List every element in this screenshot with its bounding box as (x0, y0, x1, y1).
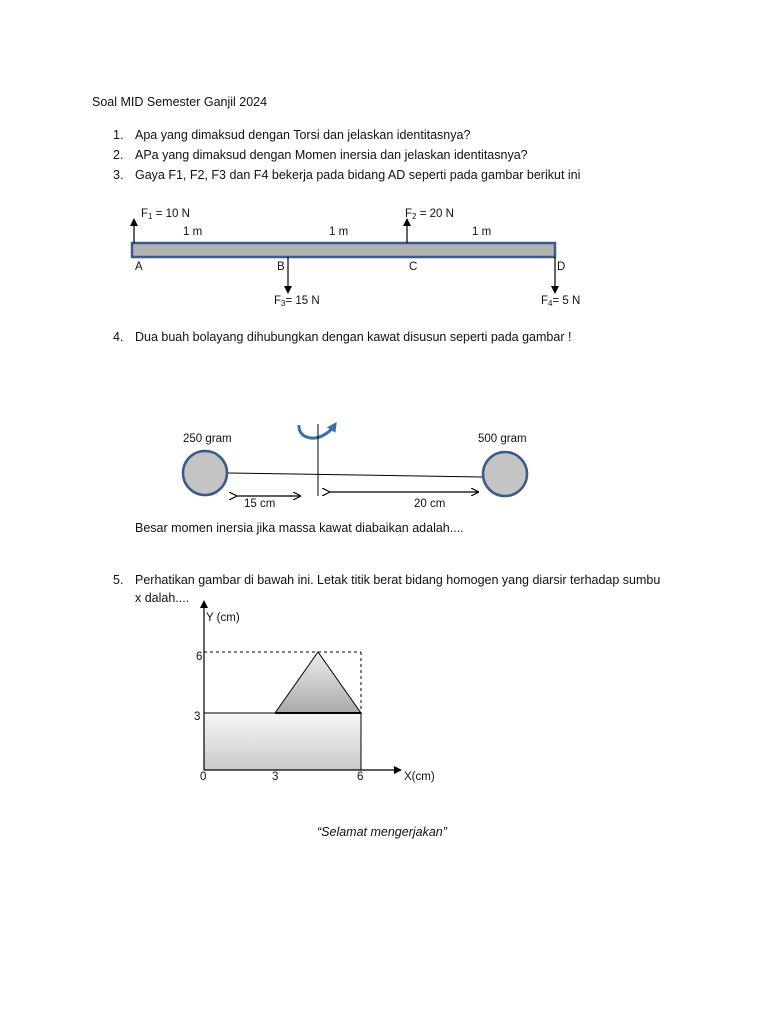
question-text: Gaya F1, F2, F3 dan F4 bekerja pada bidang AD seperti pada gambar berikut ini (135, 168, 581, 182)
page-title: Soal MID Semester Ganjil 2024 (92, 95, 268, 109)
force-label-f1: $F_1 = 10$ N (141, 208, 190, 221)
question-text: Apa yang dimaksud dengan Torsi dan jelaskan identitasnya? (135, 128, 471, 142)
question-number: 1. (113, 128, 124, 142)
mass-label-left: 250 gram (183, 433, 232, 445)
distance-label-right: 20 cm (414, 498, 446, 510)
force-label-f2: $F_2 = 20$ N (405, 208, 454, 221)
question-number: 3. (113, 168, 124, 182)
distance-label-left: 15 cm (244, 498, 276, 510)
shaded-triangle (275, 652, 361, 713)
segment-label: 1 m (183, 226, 203, 238)
question-followup: Besar momen inersia jika massa kawat diabaikan adalah.... (135, 521, 464, 535)
question-text-continued: x dalah.... (135, 591, 190, 605)
x-axis-label: X(cm) (404, 771, 435, 783)
question-number: 2. (113, 148, 124, 162)
x-tick-label: 3 (272, 771, 279, 783)
question-text: Perhatikan gambar di bawah ini. Letak titik berat bidang homogen yang diarsir terhadap sumbu (135, 573, 661, 587)
closing-text: “Selamat mengerjakan” (317, 825, 447, 839)
question-text: APa yang dimaksud dengan Momen inersia dan jelaskan identitasnya? (135, 148, 528, 162)
point-label-b: B (277, 261, 285, 273)
question-number: 4. (113, 330, 124, 344)
point-label-c: C (409, 261, 418, 273)
force-label-f3: $F_3= 15$ N (274, 295, 320, 308)
point-label-a: A (135, 261, 143, 273)
segment-label: 1 m (472, 226, 492, 238)
segment-label: 1 m (329, 226, 349, 238)
x-tick-label: 0 (200, 771, 207, 783)
x-tick-label: 6 (357, 771, 364, 783)
y-axis-label: Y (cm) (206, 612, 240, 624)
force-label-f4: $F_4= 5$ N (541, 295, 581, 308)
y-tick-label: 6 (196, 651, 203, 663)
shaded-rectangle (204, 713, 361, 770)
y-tick-label: 3 (194, 711, 201, 723)
mass-label-right: 500 gram (478, 433, 527, 445)
question-number: 5. (113, 573, 124, 587)
point-label-d: D (557, 261, 566, 273)
question-text: Dua buah bolayang dihubungkan dengan kawat disusun seperti pada gambar ! (135, 330, 572, 344)
